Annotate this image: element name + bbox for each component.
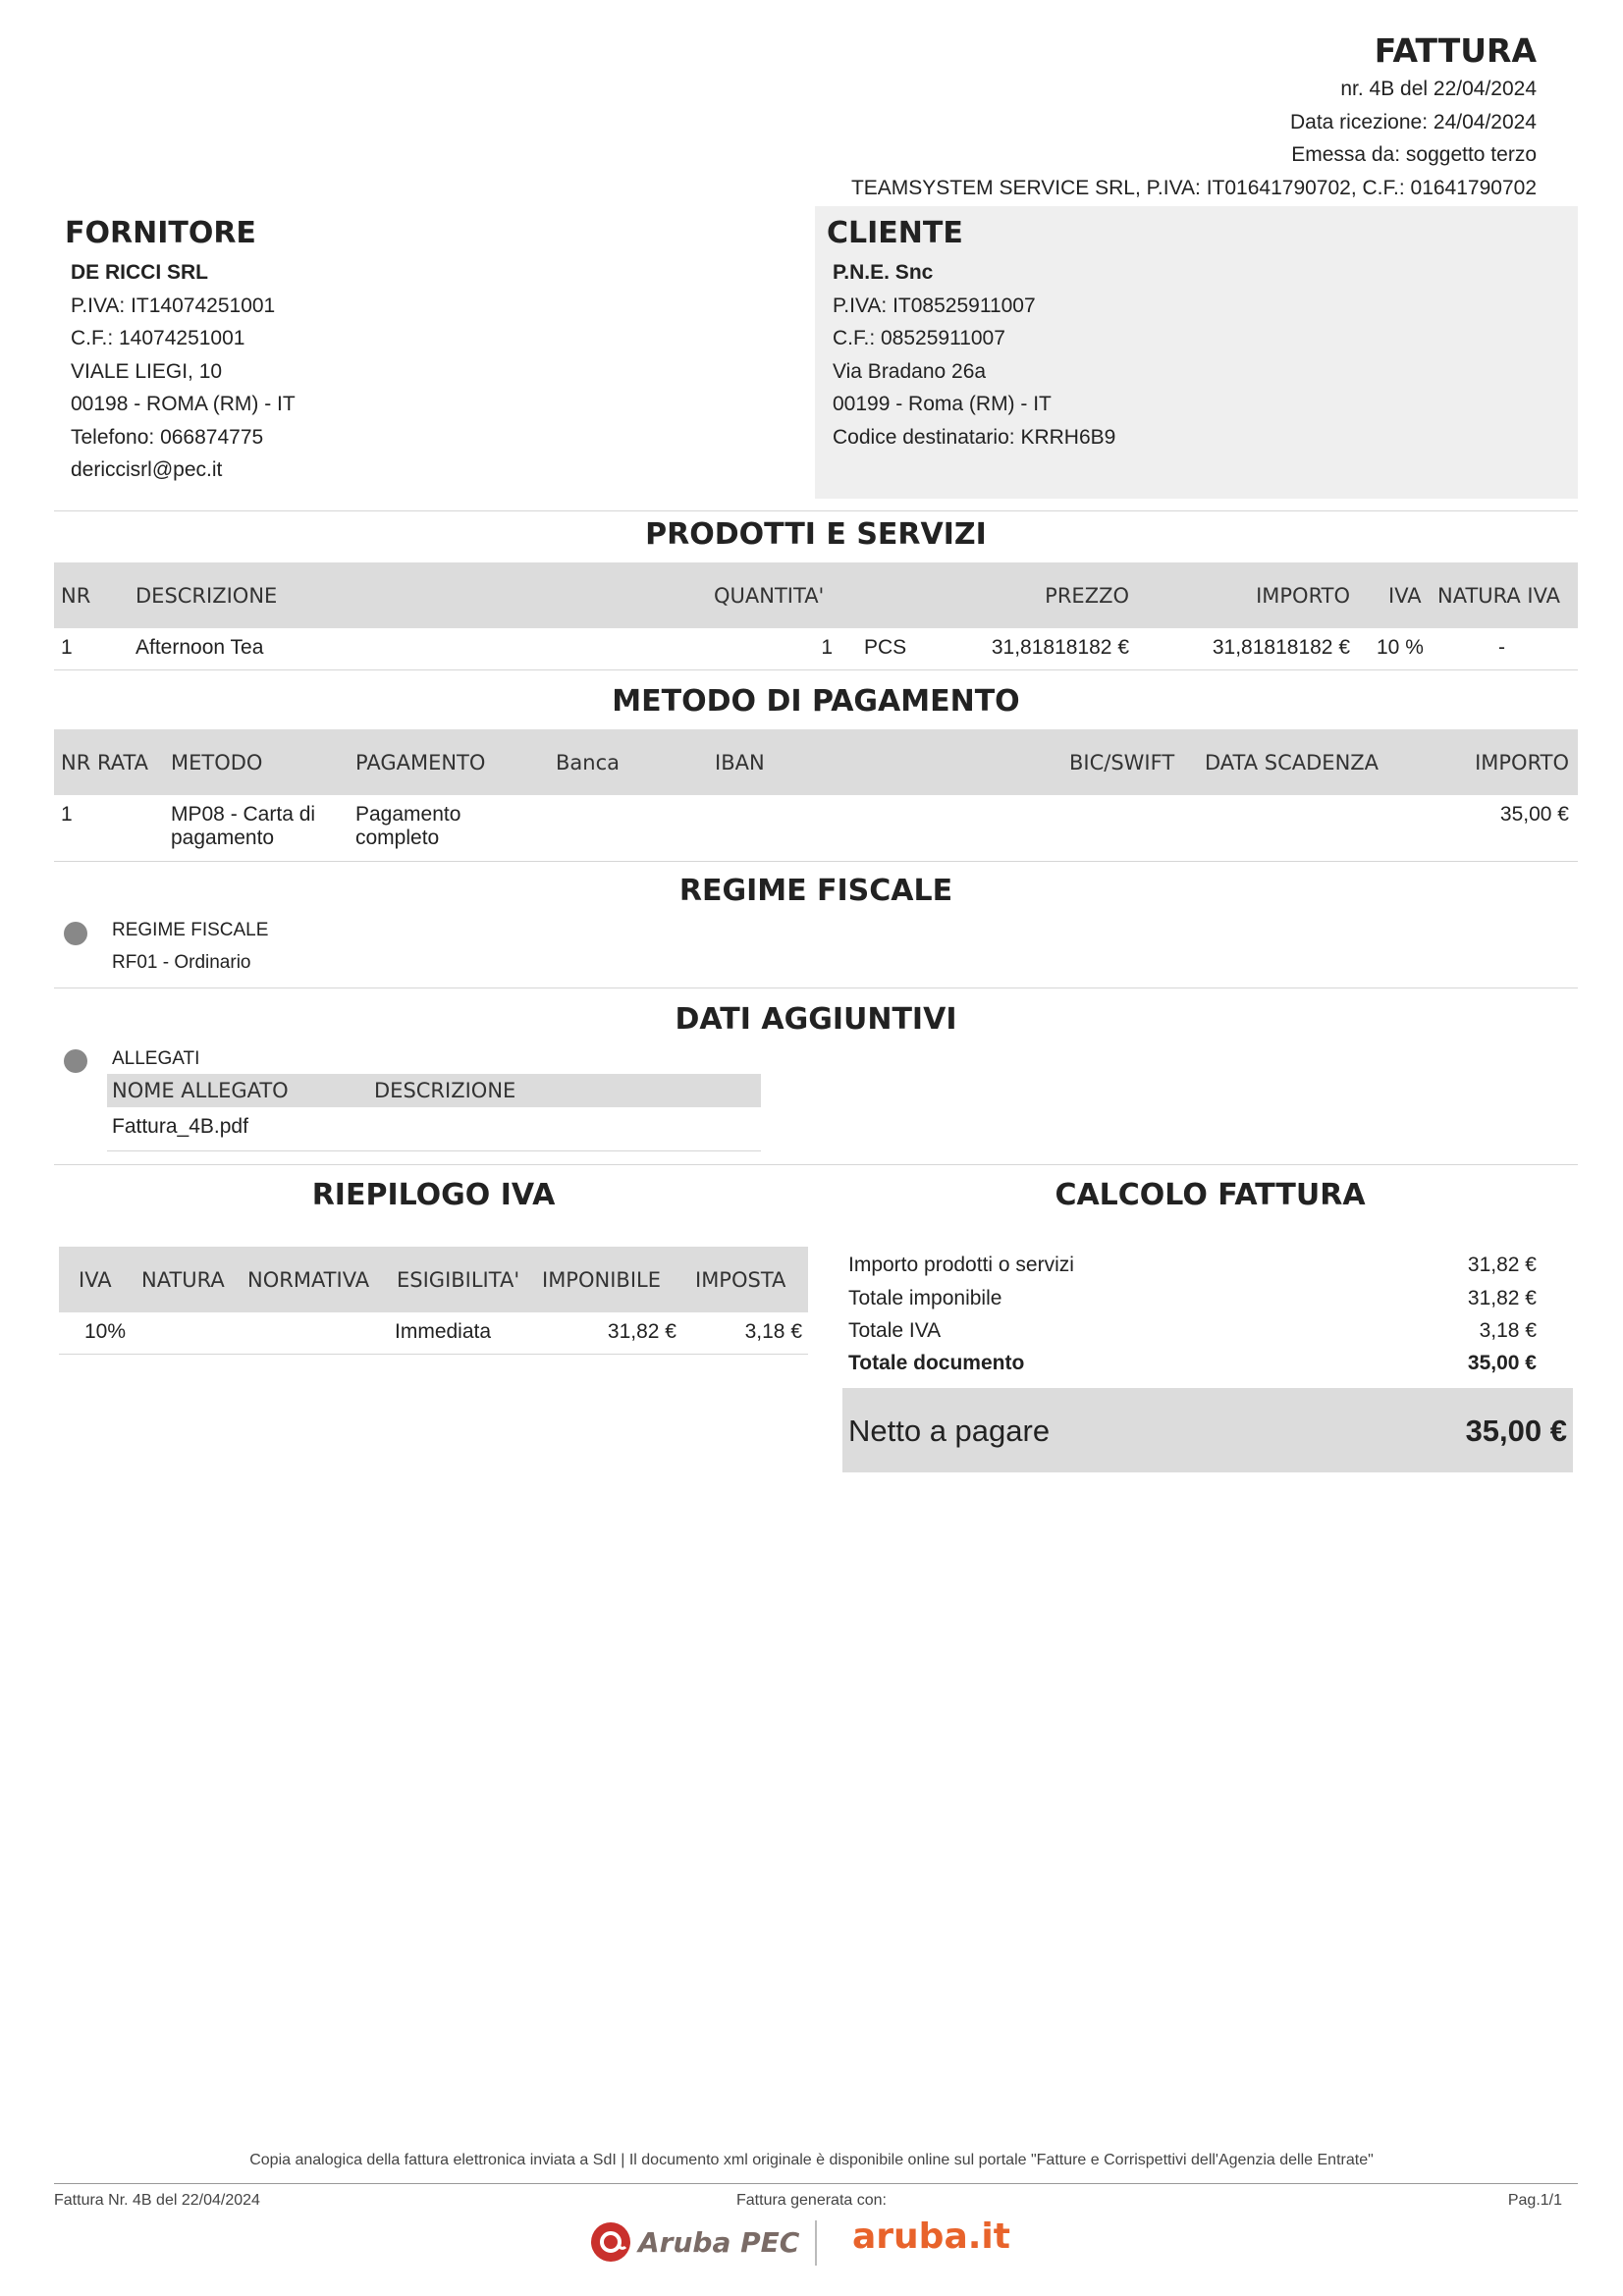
rata-payment-line2: completo [355, 827, 440, 849]
calc-value-products: 31,82 € [1467, 1254, 1537, 1276]
rata-payment [355, 803, 460, 850]
col-bic-swift: BIC/SWIFT [1069, 751, 1175, 774]
supplier-heading: FORNITORE [65, 216, 256, 250]
logo-separator [815, 2220, 817, 2266]
row-unit: PCS [864, 636, 907, 659]
col-iva: IVA [1388, 584, 1422, 608]
col-vat-esigibilita: ESIGIBILITA' [397, 1268, 520, 1292]
client-block [815, 206, 1578, 499]
rata-nr: 1 [61, 803, 73, 826]
col-quantita: QUANTITA' [714, 584, 825, 608]
client-name: P.N.E. Snc [833, 261, 934, 284]
col-descrizione-allegato: DESCRIZIONE [374, 1079, 516, 1102]
vat-rate: 10% [84, 1320, 127, 1343]
client-cf: C.F.: 08525911007 [833, 327, 1005, 349]
bullet-icon [64, 922, 87, 945]
aruba-pec-logo [589, 2220, 799, 2264]
footer-page: Pag.1/1 [1507, 2192, 1562, 2209]
aruba-pec-wordmark: Aruba PEC [638, 2225, 800, 2259]
col-nome-allegato: NOME ALLEGATO [112, 1079, 289, 1102]
supplier-address: VIALE LIEGI, 10 [71, 359, 223, 383]
divider [59, 1354, 808, 1355]
calc-label-taxable: Totale imponibile [848, 1287, 1002, 1309]
pec-seal-icon [589, 2220, 632, 2264]
supplier-email: dericcisrl@pec.it [71, 458, 223, 481]
footer-note: Copia analogica della fattura elettronica inviata a SdI | Il documento xml originale è disponibile online sul portale "Fatture e Corrispettivi dell'Agenzia delle Entrate" [249, 2152, 1374, 2168]
row-iva: 10 % [1377, 636, 1424, 659]
col-banca: Banca [556, 751, 620, 774]
calc-value-total: 35,00 € [1467, 1352, 1537, 1374]
divider [54, 861, 1578, 862]
row-description: Afternoon Tea [135, 636, 264, 659]
bullet-icon [64, 1049, 87, 1073]
third-party-issuer: TEAMSYSTEM SERVICE SRL, P.IVA: IT01641790702, C.F.: 01641790702 [850, 177, 1537, 199]
col-metodo: METODO [171, 751, 263, 774]
footer-generated-with: Fattura generata con: [736, 2192, 887, 2209]
divider [54, 510, 1578, 511]
col-data-scadenza: DATA SCADENZA [1205, 751, 1380, 774]
rata-payment-line1: Pagamento [355, 803, 461, 826]
vat-imponibile: 31,82 € [607, 1320, 676, 1343]
client-heading: CLIENTE [827, 216, 963, 250]
col-descrizione: DESCRIZIONE [135, 584, 278, 608]
col-vat-iva: IVA [79, 1268, 112, 1292]
col-vat-natura: NATURA [141, 1268, 225, 1292]
col-importo-rata: IMPORTO [1475, 751, 1569, 774]
calc-value-taxable: 31,82 € [1467, 1287, 1537, 1309]
col-nr: NR [61, 584, 91, 608]
received-date: Data ricezione: 24/04/2024 [1289, 111, 1537, 133]
supplier-cf: C.F.: 14074251001 [71, 327, 245, 349]
col-importo: IMPORTO [1256, 584, 1350, 608]
rata-method-line1: MP08 - Carta di [171, 803, 316, 826]
divider [54, 669, 1578, 670]
supplier-name: DE RICCI SRL [71, 261, 209, 284]
row-amount: 31,81818182 € [1212, 636, 1350, 659]
invoice-number: nr. 4B del 22/04/2024 [1340, 78, 1537, 100]
footer-invoice-ref: Fattura Nr. 4B del 22/04/2024 [54, 2192, 260, 2209]
aruba-it-logo: aruba.it [852, 2216, 1010, 2257]
client-piva: P.IVA: IT08525911007 [833, 294, 1036, 317]
col-vat-imponibile: IMPONIBILE [542, 1268, 661, 1292]
calc-label-total: Totale documento [848, 1352, 1025, 1374]
vat-summary-heading: RIEPILOGO IVA [311, 1178, 556, 1212]
net-to-pay-box [842, 1388, 1573, 1472]
supplier-block [65, 216, 791, 487]
products-heading: PRODOTTI E SERVIZI [645, 517, 987, 552]
row-nr: 1 [61, 636, 73, 659]
rata-method [171, 803, 315, 850]
rata-amount: 35,00 € [1499, 803, 1569, 826]
client-address: Via Bradano 26a [833, 359, 987, 383]
vat-imposta: 3,18 € [744, 1320, 802, 1343]
row-quantity: 1 [821, 636, 833, 659]
regime-value: RF01 - Ordinario [112, 952, 251, 973]
extra-heading: DATI AGGIUNTIVI [675, 1002, 957, 1037]
supplier-piva: P.IVA: IT14074251001 [71, 294, 276, 317]
net-to-pay-label: Netto a pagare [848, 1414, 1051, 1448]
payment-heading: METODO DI PAGAMENTO [612, 684, 1020, 719]
col-nr-rata: NR RATA [61, 751, 149, 774]
row-price: 31,81818182 € [991, 636, 1129, 659]
row-natura: - [1498, 636, 1505, 659]
calc-label-products: Importo prodotti o servizi [848, 1254, 1074, 1276]
col-vat-imposta: IMPOSTA [695, 1268, 786, 1292]
footer-divider [54, 2183, 1578, 2184]
divider [107, 1150, 761, 1151]
regime-heading: REGIME FISCALE [678, 874, 953, 908]
col-natura-iva: NATURA IVA [1437, 584, 1561, 608]
attachments-label: ALLEGATI [112, 1048, 200, 1069]
col-prezzo: PREZZO [1045, 584, 1129, 608]
calc-label-vat: Totale IVA [848, 1319, 942, 1342]
col-iban: IBAN [715, 751, 765, 774]
issued-by: Emessa da: soggetto terzo [1291, 143, 1537, 166]
client-city: 00199 - Roma (RM) - IT [833, 393, 1052, 415]
rata-method-line2: pagamento [171, 827, 275, 849]
calc-heading: CALCOLO FATTURA [1055, 1178, 1366, 1212]
calc-value-vat: 3,18 € [1479, 1319, 1537, 1342]
vat-esigibilita: Immediata [395, 1320, 492, 1343]
col-pagamento: PAGAMENTO [355, 751, 486, 774]
col-vat-normativa: NORMATIVA [247, 1268, 370, 1292]
attachment-name[interactable]: Fattura_4B.pdf [112, 1115, 248, 1138]
divider [54, 1164, 1578, 1165]
supplier-city: 00198 - ROMA (RM) - IT [71, 393, 296, 415]
regime-label: REGIME FISCALE [112, 920, 269, 940]
supplier-phone: Telefono: 066874775 [71, 425, 264, 449]
net-to-pay-value: 35,00 € [1465, 1414, 1567, 1448]
invoice-title: FATTURA [1374, 31, 1537, 70]
client-recipient-code: Codice destinatario: KRRH6B9 [833, 425, 1116, 449]
